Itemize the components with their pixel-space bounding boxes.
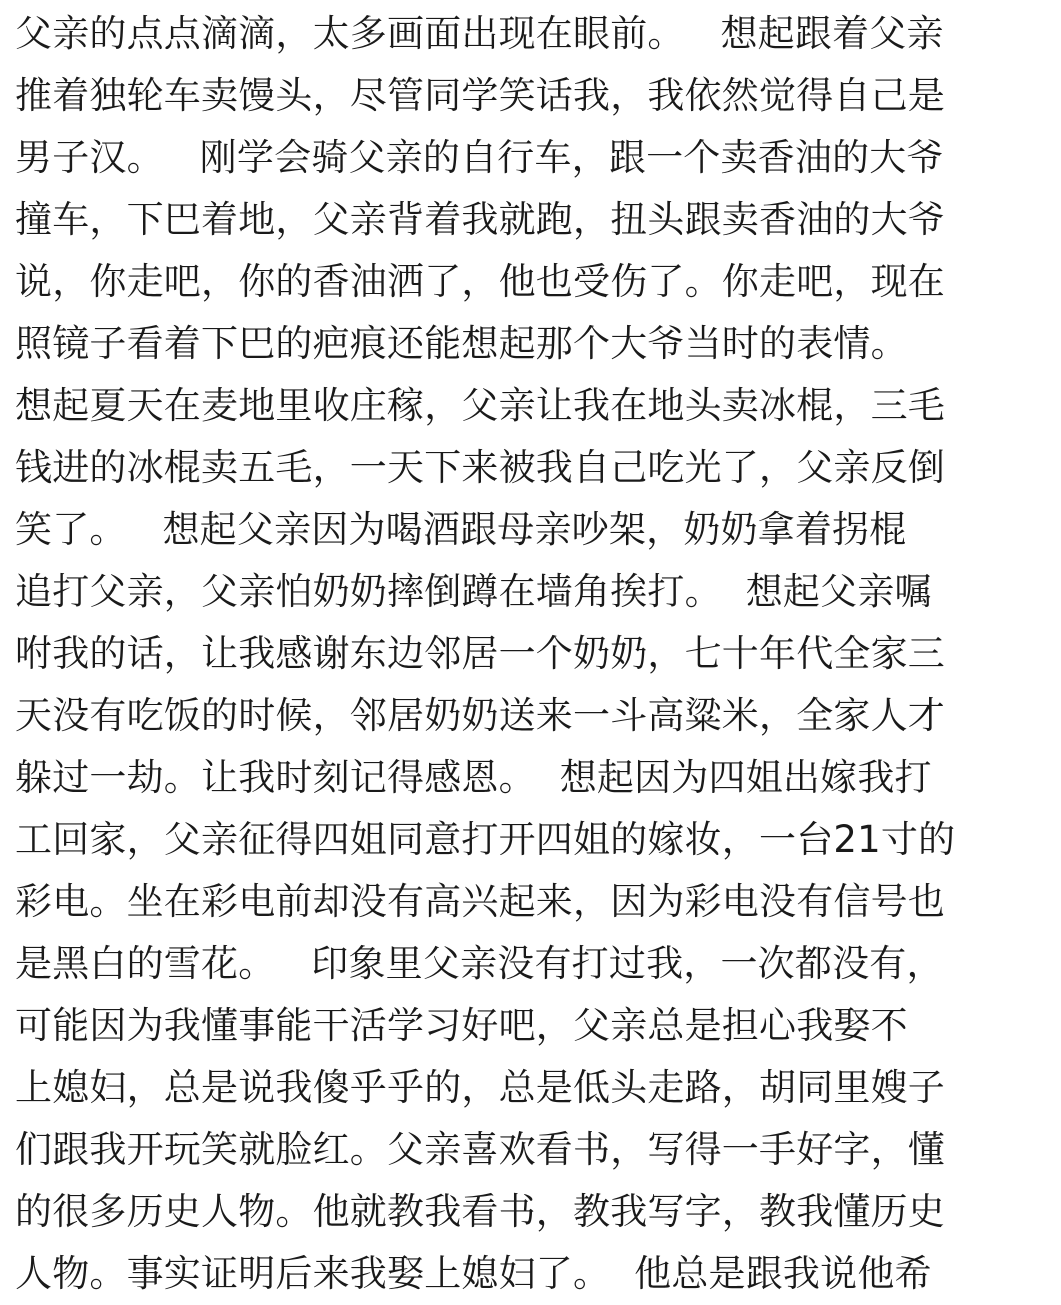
- text-line: 的很多历史人物。他就教我看书，教我写字，教我懂历史: [15, 1190, 945, 1233]
- text-line: 人物。事实证明后来我娶上媳妇了。 他总是跟我说他希: [15, 1252, 932, 1295]
- text-line: 咐我的话，让我感谢东边邻居一个奶奶，七十年代全家三: [15, 632, 945, 675]
- text-line: 照镜子看着下巴的疤痕还能想起那个大爷当时的表情。: [15, 322, 908, 365]
- text-line: 工回家，父亲征得四姐同意打开四姐的嫁妆，一台21寸的: [15, 818, 956, 861]
- text-line: 彩电。坐在彩电前却没有高兴起来，因为彩电没有信号也: [15, 880, 945, 923]
- text-line: 可能因为我懂事能干活学习好吧，父亲总是担心我娶不: [15, 1004, 908, 1047]
- text-line: 是黑白的雪花。 印象里父亲没有打过我，一次都没有，: [15, 942, 944, 985]
- text-line: 上媳妇，总是说我傻乎乎的，总是低头走路，胡同里嫂子: [15, 1066, 945, 1109]
- text-line: 撞车，下巴着地，父亲背着我就跑，扭头跟卖香油的大爷: [15, 198, 945, 241]
- text-line: 想起夏天在麦地里收庄稼，父亲让我在地头卖冰棍，三毛: [15, 384, 945, 427]
- text-line: 钱进的冰棍卖五毛，一天下来被我自己吃光了，父亲反倒: [15, 446, 945, 489]
- text-line: 父亲的点点滴滴，太多画面出现在眼前。 想起跟着父亲: [15, 12, 944, 55]
- text-line: 天没有吃饭的时候，邻居奶奶送来一斗高粱米，全家人才: [15, 694, 945, 737]
- text-line: 们跟我开玩笑就脸红。父亲喜欢看书，写得一手好字，懂: [15, 1128, 945, 1171]
- text-line: 说，你走吧，你的香油洒了，他也受伤了。你走吧，现在: [15, 260, 945, 303]
- text-line: 男子汉。 刚学会骑父亲的自行车，跟一个卖香油的大爷: [15, 136, 944, 179]
- text-line: 躲过一劫。让我时刻记得感恩。 想起因为四姐出嫁我打: [15, 756, 932, 799]
- text-line: 追打父亲，父亲怕奶奶摔倒蹲在墙角挨打。 想起父亲嘱: [15, 570, 932, 613]
- text-line: 推着独轮车卖馒头，尽管同学笑话我，我依然觉得自己是: [15, 74, 945, 117]
- text-line: 笑了。 想起父亲因为喝酒跟母亲吵架，奶奶拿着拐棍: [15, 508, 907, 551]
- article-body: [15, 0, 1055, 1305]
